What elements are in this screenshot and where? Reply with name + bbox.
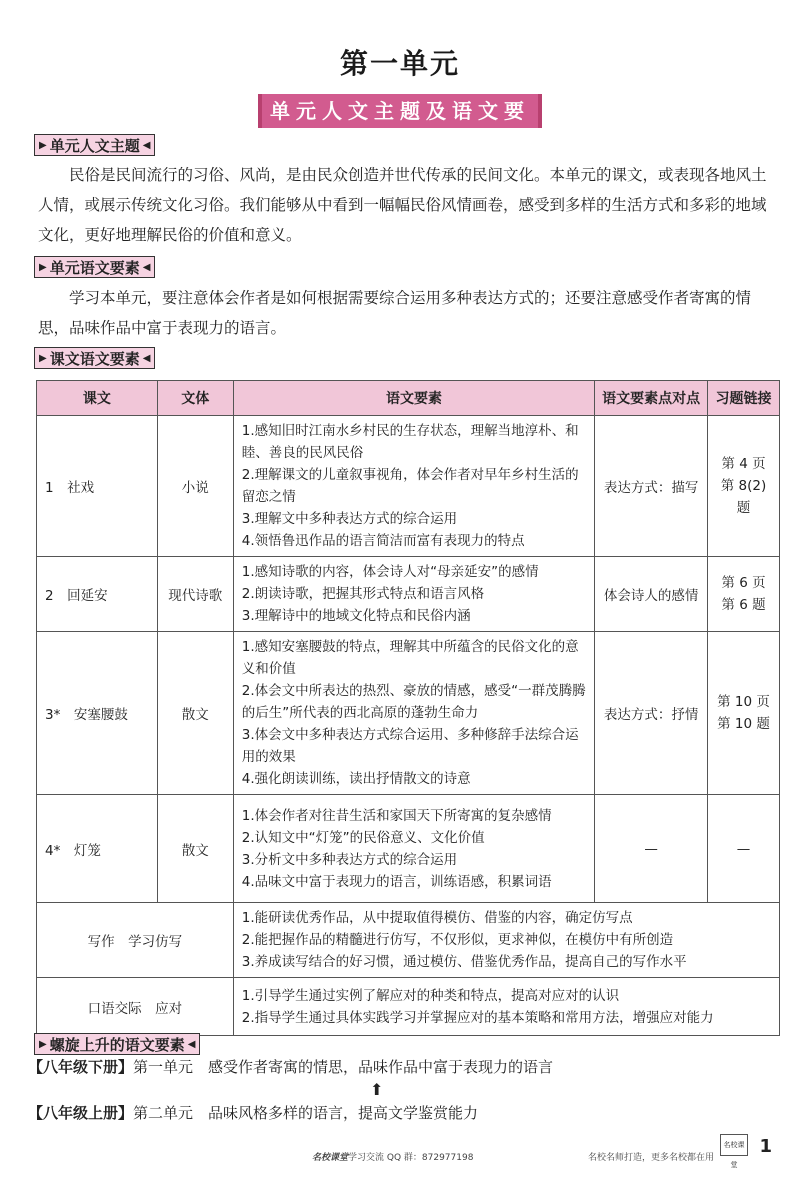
section-tag-elements — [34, 256, 155, 278]
footer-qq — [312, 1150, 473, 1163]
header-cell: 习题链接 — [708, 381, 780, 416]
requirement-item: 3.养成读写结合的好习惯，通过模仿、借鉴优秀作品，提高自己的写作水平 — [241, 954, 687, 970]
section-tag-lesson — [34, 347, 155, 369]
lesson-title: 2 回延安 — [37, 557, 158, 632]
requirement-item: 3.分析文中多种表达方式的综合运用 — [241, 851, 458, 868]
exercise-link — [708, 632, 780, 795]
spiral-lower — [28, 1102, 478, 1123]
table-row — [37, 795, 780, 903]
lesson-requirements — [233, 416, 594, 557]
lesson-elements-table — [36, 380, 780, 1036]
spiral-upper — [28, 1056, 553, 1077]
table-row — [37, 416, 780, 557]
requirement-item: 2.认知文中“灯笼”的民俗意义、文化价值 — [241, 829, 485, 846]
unit-subtitle: 单元人文主题及语文要素 — [258, 94, 542, 128]
header-cell: 文体 — [157, 381, 233, 416]
triangle-left-icon: ◀ — [142, 352, 151, 364]
section-label: 单元语文要素 — [49, 258, 140, 277]
triangle-left-icon: ◀ — [142, 261, 151, 273]
triangle-right-icon: ▶ — [39, 1038, 47, 1050]
unit-label: 第一单元 — [133, 1058, 194, 1076]
requirement-item: 3.体会文中多种表达方式综合运用、多种修辞手法综合运用的效果 — [241, 727, 579, 765]
requirement-item: 1.能研读优秀作品，从中提取值得模仿、借鉴的内容，确定仿写点 — [241, 910, 633, 926]
section-label: 课文语文要素 — [49, 349, 140, 368]
requirement-item: 2.体会文中所表达的热烈、豪放的情感，感受“一群茂腾腾的后生”所代表的西北高原的蓬勃生命力 — [241, 683, 586, 721]
section-label: 单元人文主题 — [49, 136, 140, 155]
activity-requirements — [233, 903, 779, 978]
link-line: 第 4 页 — [721, 456, 766, 472]
section-label: 螺旋上升的语文要素 — [49, 1035, 185, 1054]
lesson-genre: 散文 — [157, 795, 233, 903]
link-line: 第 6 页 — [721, 575, 766, 591]
requirement-item: 1.感知诗歌的内容，体会诗人对“母亲延安”的感情 — [241, 564, 539, 580]
triangle-left-icon: ◀ — [142, 139, 151, 151]
grade-label: 【八年级上册】 — [28, 1104, 134, 1122]
requirement-item: 3.理解诗中的地域文化特点和民俗内涵 — [241, 608, 471, 624]
exercise-link — [708, 795, 780, 903]
brand-logo: 名校课堂 — [720, 1134, 748, 1156]
link-line: 第 10 题 — [717, 716, 770, 732]
requirement-item: 1.感知安塞腰鼓的特点，理解其中所蕴含的民俗文化的意义和价值 — [241, 639, 579, 677]
section-tag-spiral — [34, 1033, 200, 1055]
table-header-row — [37, 381, 780, 416]
requirement-item: 2.朗读诗歌，把握其形式特点和语言风格 — [241, 586, 485, 602]
requirement-item: 4.强化朗读训练，读出抒情散文的诗意 — [241, 771, 471, 787]
lesson-genre: 散文 — [157, 632, 233, 795]
up-arrow-icon: ⬆ — [370, 1080, 384, 1099]
table-row — [37, 903, 780, 978]
lesson-genre: 现代诗歌 — [157, 557, 233, 632]
triangle-right-icon: ▶ — [39, 261, 47, 273]
requirement-item: 4.领悟鲁迅作品的语言简洁而富有表现力的特点 — [241, 533, 525, 549]
requirement-item: 1.引导学生通过实例了解应对的种类和特点，提高对应对的认识 — [241, 987, 620, 1004]
requirement-item: 2.能把握作品的精髓进行仿写，不仅形似，更求神似，在模仿中有所创造 — [241, 932, 674, 948]
table-row — [37, 978, 780, 1036]
lesson-title: 4* 灯笼 — [37, 795, 158, 903]
lesson-title: 3* 安塞腰鼓 — [37, 632, 158, 795]
table-row — [37, 557, 780, 632]
requirement-item: 4.品味文中富于表现力的语言，训练语感，积累词语 — [241, 873, 552, 890]
theme-paragraph: 民俗是民间流行的习俗、风尚，是由民众创造并世代传承的民间文化。本单元的课文，或表现各地风土人情，或展示传统文化习俗。我们能够从中看到一幅幅民俗风情画卷，感受到多样的生活方式和多彩的地域文化，更好地理解民俗的价值和意义。 — [38, 166, 767, 244]
activity-requirements — [233, 978, 779, 1036]
page-number: 1 — [759, 1136, 772, 1157]
footer-brand: 名校课堂 — [312, 1153, 349, 1163]
triangle-right-icon: ▶ — [39, 352, 47, 364]
requirement-item: 1.体会作者对往昔生活和家国天下所寄寓的复杂感情 — [241, 807, 552, 824]
activity-title: 写作 学习仿写 — [37, 903, 234, 978]
point-to-point: 表达方式：描写 — [595, 416, 708, 557]
point-to-point: — — [595, 795, 708, 903]
lesson-requirements — [233, 632, 594, 795]
link-line: 第 8(2)题 — [720, 478, 767, 516]
activity-title: 口语交际 应对 — [37, 978, 234, 1036]
table-row — [37, 632, 780, 795]
section-tag-theme — [34, 134, 155, 156]
lesson-genre: 小说 — [157, 416, 233, 557]
page-title: 第一单元 — [339, 47, 460, 80]
requirement-item: 2.指导学生通过具体实践学习并掌握应对的基本策略和常用方法，增强应对能力 — [241, 1009, 714, 1026]
footer-slogan: 名校名师打造，更多名校都在用 — [588, 1153, 715, 1163]
header-cell: 语文要素 — [233, 381, 594, 416]
unit-label: 第二单元 — [133, 1104, 194, 1122]
point-to-point: 表达方式：抒情 — [595, 632, 708, 795]
link-line: 第 10 页 — [717, 694, 770, 710]
requirement-item: 3.理解文中多种表达方式的综合运用 — [241, 511, 458, 527]
spiral-text: 品味风格多样的语言，提高文学鉴赏能力 — [208, 1104, 479, 1122]
header-cell: 课文 — [37, 381, 158, 416]
requirement-item: 1.感知旧时江南水乡村民的生存状态，理解当地淳朴、和睦、善良的民风民俗 — [241, 423, 579, 461]
link-line: — — [736, 840, 751, 857]
lesson-requirements — [233, 795, 594, 903]
exercise-link — [708, 416, 780, 557]
footer-qq-text: 学习交流 QQ 群：872977198 — [348, 1153, 474, 1163]
triangle-right-icon: ▶ — [39, 139, 47, 151]
requirement-item: 2.理解课文的儿童叙事视角，体会作者对早年乡村生活的留恋之情 — [241, 467, 579, 505]
exercise-link — [708, 557, 780, 632]
spiral-text: 感受作者寄寓的情思，品味作品中富于表现力的语言 — [208, 1058, 554, 1076]
lesson-title: 1 社戏 — [37, 416, 158, 557]
triangle-left-icon: ◀ — [187, 1038, 196, 1050]
point-to-point: 体会诗人的感情 — [595, 557, 708, 632]
link-line: 第 6 题 — [721, 597, 766, 613]
lesson-requirements — [233, 557, 594, 632]
elements-paragraph: 学习本单元，要注意体会作者是如何根据需要综合运用多种表达方式的；还要注意感受作者寄寓的情思，品味作品中富于表现力的语言。 — [38, 289, 752, 337]
grade-label: 【八年级下册】 — [28, 1058, 134, 1076]
header-cell: 语文要素点对点 — [595, 381, 708, 416]
